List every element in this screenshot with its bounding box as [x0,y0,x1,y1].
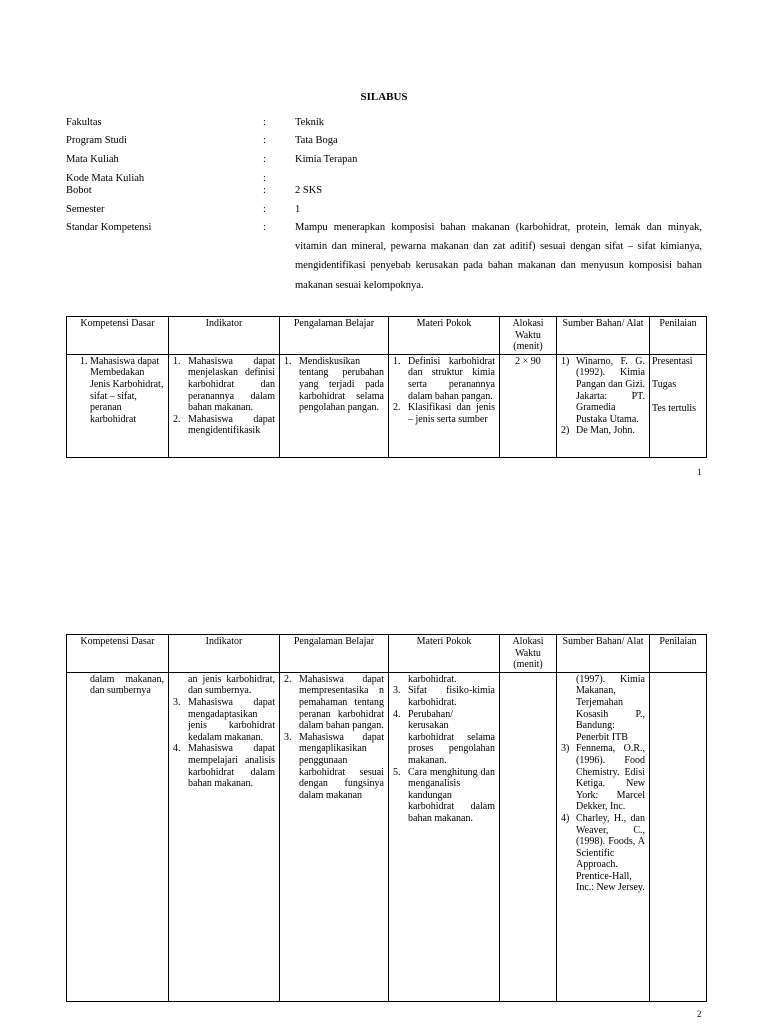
list-text: Charley, H., dan Weaver, C., (1998). Foods, A Scientific Approach. Prentice-Hall, Inc.: New Jersey. [576,812,645,894]
list-text: Mendiskusikan tentang perubahan yang terjadi pada karbohidrat selama pengolahan pangan. [299,355,384,414]
list-text: Winarno, F. G. (1992). Kimia Pangan dan Gizi. Jakarta: PT. Gramedia Pustaka Utama. [576,355,645,425]
table-row [67,672,707,1001]
info-colon: : [263,135,266,146]
header-sumber-bahan: Sumber Bahan/ Alat [557,635,650,673]
table-header-row [67,317,707,355]
header-sumber-bahan: Sumber Bahan/ Alat [557,317,650,355]
list-number: 4) [561,812,570,824]
header-kompetensi-dasar: Kompetensi Dasar [67,317,169,355]
header-penilaian: Penilaian [650,317,707,355]
info-value: 2 SKS [295,185,323,196]
list-text: Mahasiswa dapat mengaplikasikan penggunaan karbohidrat sesuai dengan fungsinya dalam makanan [299,731,384,801]
info-label: Bobot [66,185,92,196]
header-alokasi-waktu: Alokasi Waktu (menit) [500,317,557,355]
list-number: 5. [393,766,401,778]
pengalaman-belajar-cell [280,672,389,1001]
list-item [393,402,495,425]
list-number: 1. [284,355,292,367]
list-number: 3. [173,696,181,708]
list-text: Mahasiswa dapat mempelajari analisis karbohidrat dalam bahan makanan. [188,743,275,790]
list-item [393,685,495,708]
table-header-row [67,635,707,673]
syllabus-table-page2 [66,634,707,1002]
page-number: 1 [697,467,702,477]
standar-kompetensi-text: Mampu menerapkan komposisi bahan makanan (karbohidrat, protein, lemak dan minyak, vitamin dan mineral, pewarna makanan dan zat aditif) sesuai dengan sifat – sifat kimianya, mengidentifikasi penyebab kerusakan pada bahan makanan dan menyusun komposisi bahan makanan sesuai kelompoknya. [295,222,702,291]
header-materi-pokok: Materi Pokok [389,635,500,673]
list-item [393,767,495,825]
list-text: Fennema, O.R., (1996). Food Chemistry. Edisi Ketiga. New York: Marcel Dekker, Inc. [576,743,645,813]
syllabus-table-page1 [66,316,707,458]
alokasi-waktu-cell [500,672,557,1001]
kompetensi-dasar-text: Mahasiswa dapat Membedakan Jenis Karbohidrat, sifat – sifat, peranan karbohidrat [90,355,164,425]
list-item [71,356,164,426]
info-label: Standar Kompetensi [66,222,152,233]
list-number: 2. [173,413,181,425]
info-colon: : [263,185,266,196]
list-text: Cara menghitung dan menganalisis kandungan karbohidrat dalam bahan makanan. [408,766,495,824]
list-text: Perubahan/ kerusakan karbohidrat selama proses pengolahan makanan. [408,708,495,766]
info-label: Mata Kuliah [66,154,119,165]
list-item [393,709,495,767]
list-text: Definisi karbohidrat dan struktur kimia serta peranannya dalam bahan pangan. [408,355,495,402]
info-colon: : [263,154,266,165]
header-penilaian: Penilaian [650,635,707,673]
info-label: Semester [66,204,105,215]
info-colon: : [263,204,266,215]
penilaian-cell [650,354,707,457]
list-number: 4. [393,708,401,720]
list-number: 3) [561,743,570,755]
list-number: 1) [561,355,570,367]
list-item [284,356,384,414]
table-row [67,354,707,457]
indikator-cell [169,672,280,1001]
page-number: 2 [697,1009,702,1019]
list-item [561,813,645,894]
list-item [284,732,384,802]
list-item [393,356,495,402]
sumber-bahan-cell [557,672,650,1001]
list-item [173,414,275,437]
info-label: Fakultas [66,117,102,128]
header-kompetensi-dasar: Kompetensi Dasar [67,635,169,673]
list-text: Mahasiswa dapat mengidentifikasik [188,413,275,437]
header-pengalaman-belajar: Pengalaman Belajar [280,317,389,355]
materi-pokok-cell [389,354,500,457]
list-text: Mahasiswa dapat mempresentasika n pemahaman tentang peranan karbohidrat dalam bahan pangan. [299,673,384,732]
info-colon: : [263,222,266,233]
header-materi-pokok: Materi Pokok [389,317,500,355]
list-text: Mahasiswa dapat mengadaptasikan jenis karbohidrat kedalam makanan. [188,696,275,743]
list-item [173,356,275,414]
list-text: Mahasiswa dapat menjelaskan definisi karbohidrat dan peranannya dalam bahan makanan. [188,355,275,414]
list-text: De Man, John. [576,425,635,437]
header-alokasi-waktu: Alokasi Waktu (menit) [500,635,557,673]
list-number: 2. [284,673,292,685]
info-value: 1 [295,204,301,215]
materi-pokok-cell [389,672,500,1001]
pengalaman-belajar-cell [280,354,389,457]
penilaian-cell [650,672,707,1001]
info-value: Tata Boga [295,135,338,146]
sumber-bahan-cell [557,354,650,457]
list-number: 1. [80,355,88,367]
document-title: SILABUS [360,91,408,103]
list-item [173,697,275,743]
list-continuation: (1997). Kimia Makanan, Terjemahan Kosasih P., Bandung: Penerbit ITB [576,673,645,743]
list-item [561,425,645,437]
list-item [173,743,275,789]
list-number: 4. [173,743,181,755]
list-text: Klasifikasi dan jenis – jenis serta sumber [408,402,495,425]
list-continuation: karbohidrat. [408,673,457,685]
list-number: 2) [561,425,570,437]
kompetensi-dasar-cell [67,354,169,457]
info-colon: : [263,117,266,128]
header-indikator: Indikator [169,317,280,355]
info-value: Kimia Terapan [295,154,358,165]
list-number: 1. [393,355,401,367]
info-value: Teknik [295,117,325,128]
penilaian-item: Presentasi [652,355,693,367]
list-item [561,743,645,813]
list-text: Sifat fisiko-kimia karbohidrat. [408,685,495,708]
indikator-cell [169,354,280,457]
info-label: Kode Mata Kuliah [66,173,145,184]
list-item [284,674,384,732]
header-indikator: Indikator [169,635,280,673]
alokasi-waktu-cell: 2 × 90 [500,354,557,457]
list-number: 3. [284,731,292,743]
list-item [561,356,645,426]
list-number: 3. [393,685,401,697]
penilaian-item: Tes tertulis [652,402,697,414]
info-label: Program Studi [66,135,127,146]
list-continuation: an jenis karbohidrat, dan sumbernya. [188,673,275,697]
list-number: 2. [393,402,401,414]
penilaian-item: Tugas [652,379,677,391]
list-number: 1. [173,355,181,367]
header-pengalaman-belajar: Pengalaman Belajar [280,635,389,673]
kompetensi-dasar-cell: dalam makanan, dan sumbernya [67,672,169,1001]
info-colon: : [263,173,266,184]
